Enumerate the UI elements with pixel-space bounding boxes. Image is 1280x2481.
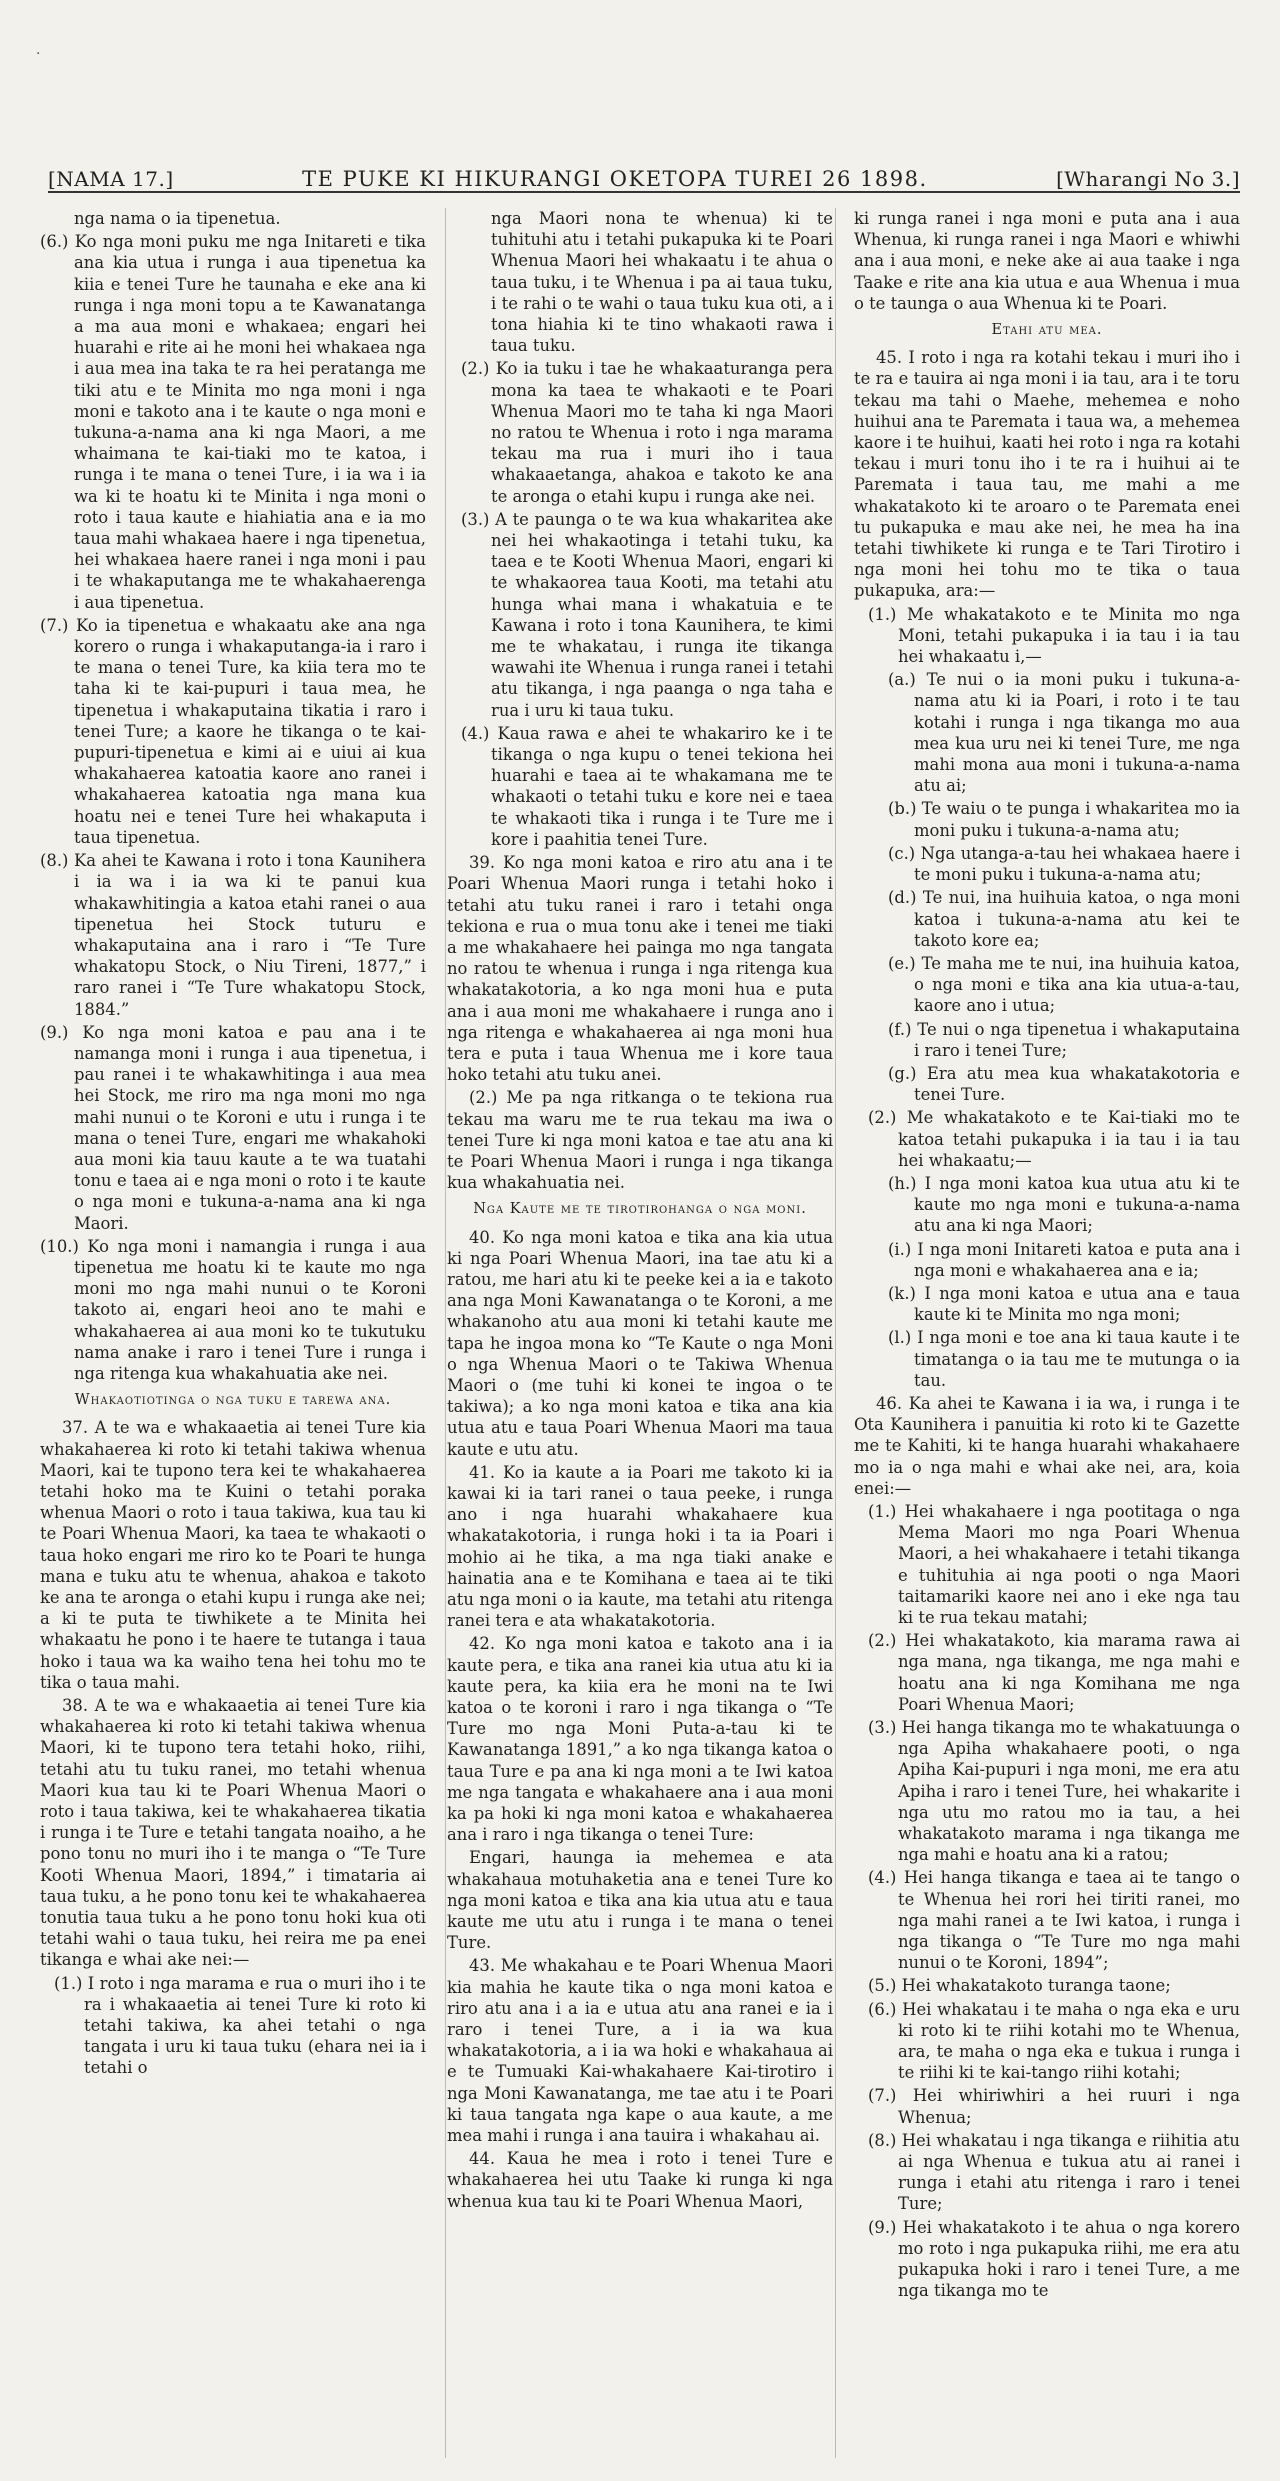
section-40: 40. Ko nga moni katoa e tika ana kia utua ki nga Poari Whenua Maori, ina tae atu ki a ratou, me hari atu ki te peeke kei a ia e takoto ana nga Moni Kawanatanga o te Koroni, a me whakanoho atu aua moni ki tetahi kaute me tapa he ingoa mona ko “Te Kaute o nga Moni o nga Whenua Maori o te Takiwa Whenua Maori o (me tuhi ki konei te ingoa o te takiwa); a ko nga moni katoa e tika ana kia utua atu e taua Poari Whenua Maori ma taua kaute e utu atu. — [447, 1227, 833, 1459]
section-46: 46. Ka ahei te Kawana i ia wa, i runga i te Ota Kaunihera i panuitia ki roto ki te Gazette me te Kahiti, ki te hanga huarahi whakahaere mo ia o nga mahi e whai ake nei, ara, koia enei:— — [854, 1393, 1240, 1498]
clause-45-2: (2.) Me whakatakoto e te Kai-tiaki mo te katoa tetahi pukapuka i ia tau i ia tau hei whakaatu;— — [868, 1108, 1240, 1170]
clause-46-5: (5.) Hei whakatakoto turanga taone; — [868, 1976, 1171, 1996]
clause-45-1: (1.) Me whakatakoto e te Minita mo nga Moni, tetahi pukapuka i ia tau i ia tau hei whakaatu i,— — [868, 604, 1240, 667]
clause-8: (8.) Ka ahei te Kawana i roto i tona Kaunihera i ia wa i ia wa ki te panui kua whakawhitingia a katoa etahi ranei o aua tipenetua hei Stock tuturu e whakaputaina ana i raro i “Te Ture whakatopu Stock, o Niu Tireni, 1877,” i raro ranei i “Te Ture whakatopu Stock, 1884.” — [40, 851, 426, 1019]
clause-46-6: (6.) Hei whakatau i te maha o nga eka e uru ki roto ki te riihi kotahi mo te Whenua, ara, te maha o nga eka e tukua i runga i te riihi ki te kai-tango riihi kotahi; — [868, 1999, 1240, 2083]
column-1 — [40, 208, 426, 2458]
columns — [40, 208, 1240, 2458]
subclause-e: (e.) Te maha me te nui, ina huihuia katoa, o nga moni e tika ana kia utua-a-tau, kaore ano i utua; — [888, 953, 1240, 1016]
clause-46-7: (7.) Hei whiriwhiri a hei ruuri i nga Whenua; — [868, 2086, 1240, 2127]
section-42: 42. Ko nga moni katoa e takoto ana i ia kaute pera, e tika ana ranei kia utua atu ki ia kaute pera, ka kiia era he moni na te Iwi katoa o te koroni i raro i nga tikanga o “Te Ture mo nga Moni Puta-a-tau ki te Kawanatanga 1891,” a ko nga tikanga katoa o taua Ture e pa ana ki nga moni a te Iwi katoa me nga tangata e whakahaere ana i aua moni ka pa hoki ki nga moni katoa e whakahaerea ana i raro i nga tikanga o tenei Ture: — [447, 1634, 833, 1845]
page-number: [Wharangi No 3.] — [1056, 167, 1240, 191]
subclause-i: (i.) I nga moni Initareti katoa e puta ana i nga moni e whakahaerea ana e ia; — [888, 1239, 1240, 1280]
clause-9: (9.) Ko nga moni katoa e pau ana i te namanga moni i runga i aua tipenetua, i pau ranei i te whakawhitinga i aua mea hei Stock, me riro ma nga moni mo nga mahi nunui o te Koroni e utu i runga i te mana o tenei Ture, engari me whakahoki aua moni kia tauu kaute a te wa tuatahi tonu e taea ai e nga moni o roto i te kaute o nga moni e tukuna-a-nama ana ki nga Maori. — [40, 1022, 426, 1233]
section-42-proviso: Engari, haunga ia mehemea e ata whakahaua motuhaketia ana e tenei Ture ko nga moni katoa e tika ana kia utua atu e taua kaute me utu atu i runga i te mana o tenei Ture. — [447, 1848, 833, 1953]
section-heading: Nga Kaute me te tirotirohanga o nga moni. — [473, 1201, 807, 1218]
subclause-l: (l.) I nga moni e toe ana ki taua kaute i te timatanga o ia tau me te mutunga o ia tau. — [888, 1328, 1240, 1390]
page-speck: · — [36, 46, 41, 62]
clause-10: (10.) Ko nga moni i namangia i runga i aua tipenetua me hoatu ki te kaute mo nga moni mo nga mahi nunui o te Koroni takoto ai, engari heoi ano te mahi e whakahaerea ai aua moni ko te tukutuku nama anake i raro i tenei Ture i runga i nga ritenga kua whakahuatia ake nei. — [40, 1236, 426, 1383]
paragraph: ki runga ranei i nga moni e puta ana i aua Whenua, ki runga ranei i nga Maori e whiwhi ana i aua moni, e neke ake ai aua taake i nga Taake e rite ana kia utua e aua Whenua i mua o te taunga o aua Whenua ki te Poari. — [854, 209, 1240, 313]
clause-46-4: (4.) Hei hanga tikanga e taea ai te tango o te Whenua hei rori hei tiriti ranei, mo nga mahi ranei a te Iwi katoa, i runga i nga tikanga o “Te Ture mo nga mahi nunui o te Koroni, 1894”; — [868, 1868, 1240, 1973]
section-45: 45. I roto i nga ra kotahi tekau i muri iho i te ra e tauira ai nga moni i ia tau, ara i te toru tekau ma tahi o Maehe, mehemea e noho huihui ana te Paremata i taua wa, a mehemea kaore i te huihui, kaati hei roto i nga ra kotahi tekau i muri tonu iho i te ra i huihui ai te Paremata i taua tau, me mahi a me whakatakoto ki te aroaro o te Paremata enei tu pukapuka e mau ake nei, he mea ha ina tetahi tiwhikete ki runga e te Tari Tirotiro i nga moni hei tohu mo te tika o taua pukapuka, ara:— — [854, 348, 1240, 601]
section-heading: Etahi atu mea. — [991, 322, 1103, 339]
subclause-f: (f.) Te nui o nga tipenetua i whakaputaina i raro i tenei Ture; — [888, 1019, 1240, 1060]
clause-46-9: (9.) Hei whakatakoto i te ahua o nga korero mo roto i nga pukapuka riihi, me era atu pukapuka hoki i raro i tenei Ture, a me nga tikanga mo te — [868, 2217, 1240, 2301]
clause-46-3: (3.) Hei hanga tikanga mo te whakatuunga o nga Apiha whakahaere pooti, o nga Apiha Kai-pupuri i nga moni, me era atu Apiha i raro i tenei Ture, hei whakarite i nga utu mo ratou mo ia tau, a hei whakatakoto marama i nga tikanga me nga mahi e hoatu ana ki a ratou; — [868, 1718, 1240, 1865]
subclause-d: (d.) Te nui, ina huihuia katoa, o nga moni katoa i tukuna-a-nama atu kei te takoto kore ea; — [888, 888, 1240, 950]
clause-3: (3.) A te paunga o te wa kua whakaritea ake nei hei whakaotinga i tetahi tuku, ka taea e te Kooti Whenua Maori, engari ki te whakaorea taua Kooti, ma tetahi atu hunga whai mana i whakatuia e te Kawana i roto i tona Kaunihera, te kimi me te whakatau, i runga ite tikanga wawahi ite Whenua i runga ranei i tetahi atu tikanga, i nga paanga o nga taha e rua i uru ki taua tuku. — [461, 509, 833, 720]
section-heading: Whakaotiotinga o nga tuku e tarewa ana. — [74, 1392, 392, 1409]
column-2 — [447, 208, 833, 2458]
section-37: 37. A te wa e whakaaetia ai tenei Ture kia whakahaerea ki roto ki tetahi takiwa whenua Maori, kai te tupono tera kei te whakahaerea tetahi hoko ma te Kuini o tetahi poraka whenua Maori o roto i taua takiwa, kua tau ki te Poari Whenua Maori, ka taea te whakaoti o taua hoko engari me riro ko te Poari te hunga mana e tuku atu te whenua, ahakoa e takoto ke ana te aronga o etahi kupu i runga ake nei; a ki te puta te tiwhikete a te Minita hei whakaatu he pono i te haere te tutanga i taua hoko i taua wa ka waiho tena hei tohu mo te tika o taua mahi. — [40, 1418, 426, 1692]
clause-46-2: (2.) Hei whakatakoto, kia marama rawa ai nga mana, nga tikanga, me nga mahi e hoatu ana ki nga Komihana me nga Poari Whenua Maori; — [868, 1631, 1240, 1714]
subclause-a: (a.) Te nui o ia moni puku i tukuna-a-nama atu ki ia Poari, i roto i te tau kotahi i runga i nga tikanga mo aua mea kua uru nei ki tenei Ture, me nga mahi mona aua moni i tukuna-a-nama atu ai; — [888, 670, 1240, 796]
page-header — [48, 153, 1240, 193]
paragraph: nga nama o ia tipenetua. — [74, 209, 281, 228]
section-44: 44. Kaua he mea i roto i tenei Ture e whakahaerea hei utu Taake ki runga ki nga whenua kua tau ki te Poari Whenua Maori, — [447, 2149, 833, 2211]
subclause-g: (g.) Era atu mea kua whakatakotoria e tenei Ture. — [888, 1063, 1240, 1105]
issue-number: [NAMA 17.] — [48, 167, 174, 191]
paragraph: nga Maori nona te whenua) ki te tuhituhi atu i tetahi pukapuka ki te Poari Whenua Maori hei whakaatu i te ahua o taua tuku, i te Whenua i pa ai taua tuku, i te rahi o te wahi o taua tuku kua oti, a i tona hiahia ki te tino whakaoti rawa i taua tuku. — [491, 209, 833, 356]
clause-2: (2.) Ko ia tuku i tae he whakaaturanga pera mona ka taea te whakaoti e te Poari Whenua Maori mo te taha ki nga Maori no ratou te Whenua i roto i nga marama tekau ma rua i muri iho i taua whakaaetanga, ahakoa e takoto ke ana te aronga o etahi kupu i runga ake nei. — [461, 359, 833, 506]
clause-6: (6.) Ko nga moni puku me nga Initareti e tika ana kia utua i runga i aua tipenetua ka kiia e tenei Ture he taunaha e eke ana ki runga i nga moni topu a te Kawanatanga a ma aua moni e whakaea; engari hei huarahi e rite ai he moni hei whakaea nga i aua mea ina taka te ra hei peratanga me tiki atu e te Minita mo nga moni i nga moni e takoto ana i te kaute o nga moni e tukuna-a-nama ana ki nga Maori, a me whaimana te kai-tiaki mo te katoa, i runga i te mana o tenei Ture, i ia wa i ia wa ki te hoatu ki te Minita i nga moni o roto i taua kaute e hiahiatia ana e ia mo taua mahi whakaea haere i nga tipenetua, hei whakaea haere ranei i nga moni i pau i te whakaputanga me te whakahaerenga i aua tipenetua. — [40, 232, 426, 612]
section-38: 38. A te wa e whakaaetia ai tenei Ture kia whakahaerea ki roto ki tetahi takiwa whenua Maori, ki te tupono tera tetahi hoko, riihi, tetahi atu tu tuku ranei, mo tetahi whenua Maori kua tau ki te Poari Whenua Maori o roto i taua takiwa, kei te whakahaerea tikatia i runga i te Ture e tetahi tangata noaiho, a he pono tonu no muri iho i te manga o “Te Ture Kooti Whenua Maori, 1894,” i timataria ai taua tuku, a he pono tonu kei te whakahaerea tonutia taua tuku a he pono tonu hoki kua oti tetahi wahi o taua tuku, hei reira me pa enei tikanga e whai ake nei:— — [40, 1696, 426, 1970]
subclause-b: (b.) Te waiu o te punga i whakaritea mo ia moni puku i tukuna-a-nama atu; — [888, 799, 1240, 840]
clause-46-8: (8.) Hei whakatau i nga tikanga e riihitia atu ai nga Whenua e tukua atu ai ranei i runga i etahi atu ritenga i raro i tenei Ture; — [868, 2130, 1240, 2214]
subclause-k: (k.) I nga moni katoa e utua ana e taua kaute ki te Minita mo nga moni; — [888, 1283, 1240, 1325]
clause-4: (4.) Kaua rawa e ahei te whakariro ke i te tikanga o nga kupu o tenei tekiona hei huarahi e taea ai te whakamana me te whakaoti o tetahi tuku e kore nei e taea te whakaoti tika i runga i te Ture me i kore i paahitia tenei Ture. — [461, 723, 833, 849]
subclause-h: (h.) I nga moni katoa kua utua atu ki te kaute mo nga moni e tukuna-a-nama atu ana ki nga Maori; — [888, 1173, 1240, 1236]
clause-7: (7.) Ko ia tipenetua e whakaatu ake ana nga korero o runga i whakaputanga-ia i raro i te mana o tenei Ture, ka kiia tera mo te taha ki te kai-pupuri i taua mea, he tipenetua i whakaputaina tikatia i raro i tenei Ture; a kaore he tikanga o te kai-pupuri-tipenetua e kimi ai e uiui ai kua whakahaerea katoatia kaore ano ranei i whakahaerea katoatia nga mana kua hoatu nei e tenei Ture hei whakaputa i taua tipenetua. — [40, 615, 426, 847]
section-39: 39. Ko nga moni katoa e riro atu ana i te Poari Whenua Maori runga i tetahi hoko i tetahi atu tuku ranei i raro i tetahi onga tekiona e rua o mua tonu ake i tenei me tiaki a me whakahaere hei painga mo nga tangata no ratou te whenua i runga i nga ritenga kua whakatakotoria, a ko nga moni hua e puta ana i aua moni me whakahaere i runga ano i nga ritenga e whakahaerea ai nga moni hua tera e puta i taua Whenua me i kore taua hoko tetahi atu tuku anei. — [447, 853, 833, 1085]
column-3 — [854, 208, 1240, 2458]
section-43: 43. Me whakahau e te Poari Whenua Maori kia mahia he kaute tika o nga moni katoa e riro atu ana i a ia e utua atu ana ranei e ia i raro i tenei Ture, a i ia wa kua whakatakotoria, a i ia wa hoki e whakahaua ai e te Tumuaki Kai-whakahaere Kai-tirotiro i nga Moni Kawanatanga, me tae atu i te Poari ki taua tangata nga kape o aua kaute, a me mea mahi i runga i ana tauira i whakahau ai. — [447, 1956, 833, 2146]
subclause-c: (c.) Nga utanga-a-tau hei whakaea haere i te moni puku i tukuna-a-nama atu; — [888, 843, 1240, 885]
clause-46-1: (1.) Hei whakahaere i nga pootitaga o nga Mema Maori mo nga Poari Whenua Maori, a hei whakahaere i tetahi tikanga e tuhituhia ai nga pooti o nga Maori taitamariki kaore nei ano i eke nga tau ki te rua tekau matahi; — [868, 1501, 1240, 1627]
section-39-2: (2.) Me pa nga ritkanga o te tekiona rua tekau ma waru me te rua tekau ma iwa o tenei Ture ki nga moni katoa e tae atu ana ki te Poari Whenua Maori i runga i nga tikanga kua whakahuatia nei. — [447, 1088, 833, 1193]
section-41: 41. Ko ia kaute a ia Poari me takoto ki ia kawai ki ia tari ranei o taua peeke, i runga ano i nga huarahi whakahaere kua whakatakotoria, i runga hoki i ta ia Poari i mohio ai he tika, a ma nga tiaki anake e hainatia ana e te Komihana e taea ai te tiki atu nga moni o ia kaute, ma tetahi atu ritenga ranei tera e ata whakatakotoria. — [447, 1462, 833, 1631]
masthead-title: TE PUKE KI HIKURANGI OKETOPA TUREI 26 1898. — [302, 167, 928, 191]
clause-38-1: (1.) I roto i nga marama e rua o muri iho i te ra i whakaaetia ai tenei Ture ki roto ki tetahi takiwa, ka ahei tetahi o nga tangata i uru ki taua tuku (ehara nei ia i tetahi o — [54, 1973, 426, 2078]
